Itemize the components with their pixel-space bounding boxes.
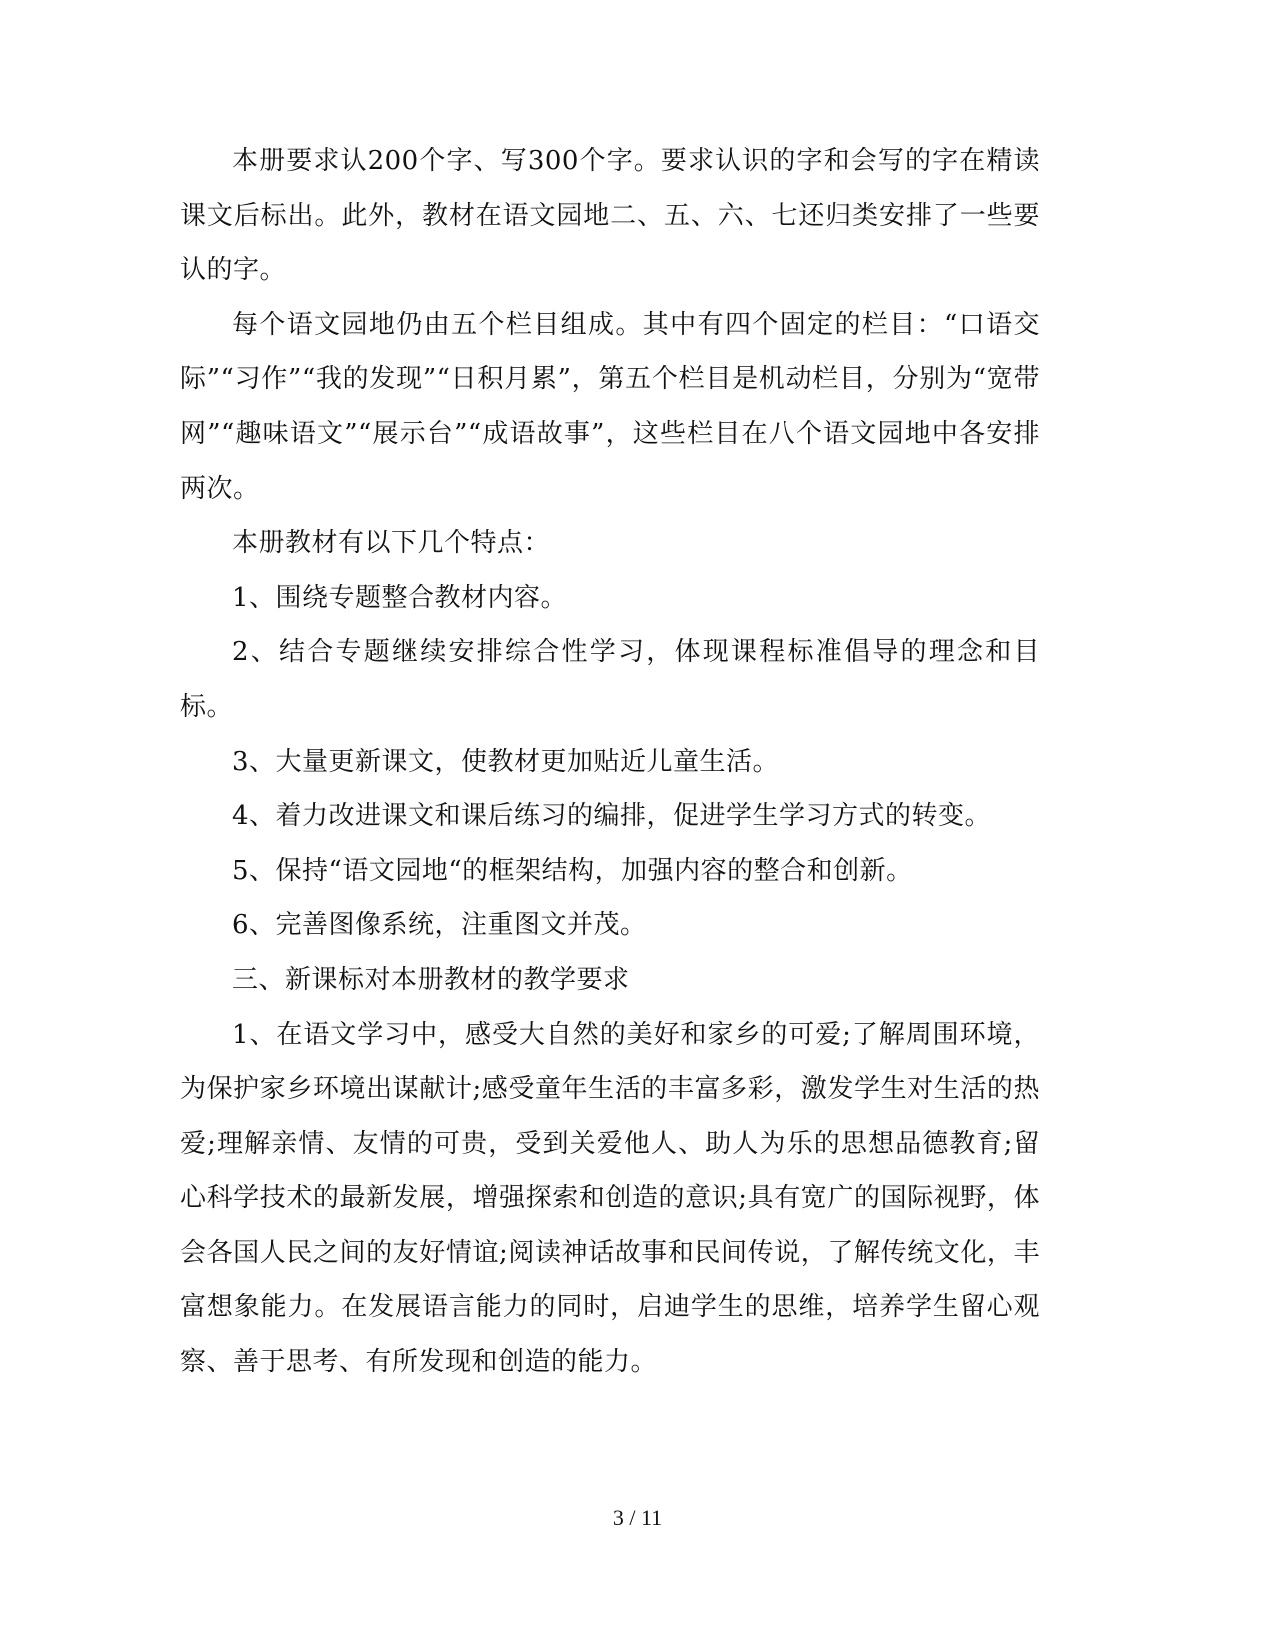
paragraph: 本册教材有以下几个特点： — [232, 528, 551, 559]
list-item: 4、着力改进课文和课后练习的编排，促进学生学习方式的转变。 — [232, 801, 992, 832]
list-item: 6、完善图像系统，注重图文并茂。 — [232, 910, 647, 941]
list-item: 5、保持“语文园地“的框架结构，加强内容的整合和创新。 — [232, 855, 913, 886]
section-heading: 三、新课标对本册教材的教学要求 — [232, 964, 630, 995]
paragraph: 1、在语文学习中，感受大自然的美好和家乡的可爱;了解周围环境，为保护家乡环境出谋献计;感受童年生活的丰富多彩，激发学生对生活的热爱;理解亲情、友情的可贵，受到关爱他人、助人为乐的思想品德教育;留心科学技术的最新发展，增强探索和创造的意识;具有宽广的国际视野，体会各国人民之间的友好情谊;阅读神话故事和民间传说，了解传统文化，丰富想象能力。在发展语言能力的同时，启迪学生的思维，培养学生留心观察、善于思考、有所发现和创造的能力。 — [180, 1019, 1040, 1378]
paragraph: 每个语文园地仍由五个栏目组成。其中有四个固定的栏目：“口语交际”“习作”“我的发现”“日积月累”，第五个栏目是机动栏目，分别为“宽带网”“趣味语文”“展示台”“成语故事”，这些栏目在八个语文园地中各安排两次。 — [180, 309, 1040, 504]
list-item: 3、大量更新课文，使教材更加贴近儿童生活。 — [232, 746, 780, 777]
list-item: 1、围绕专题整合教材内容。 — [232, 582, 568, 613]
paragraph: 本册要求认200个字、写300个字。要求认识的字和会写的字在精读课文后标出。此外，教材在语文园地二、五、六、七还归类安排了一些要认的字。 — [180, 146, 1040, 286]
document-body — [180, 134, 1040, 1390]
list-item: 2、结合专题继续安排综合性学习，体现课程标准倡导的理念和目标。 — [180, 637, 1040, 722]
page-number: 3 / 11 — [612, 1505, 663, 1530]
